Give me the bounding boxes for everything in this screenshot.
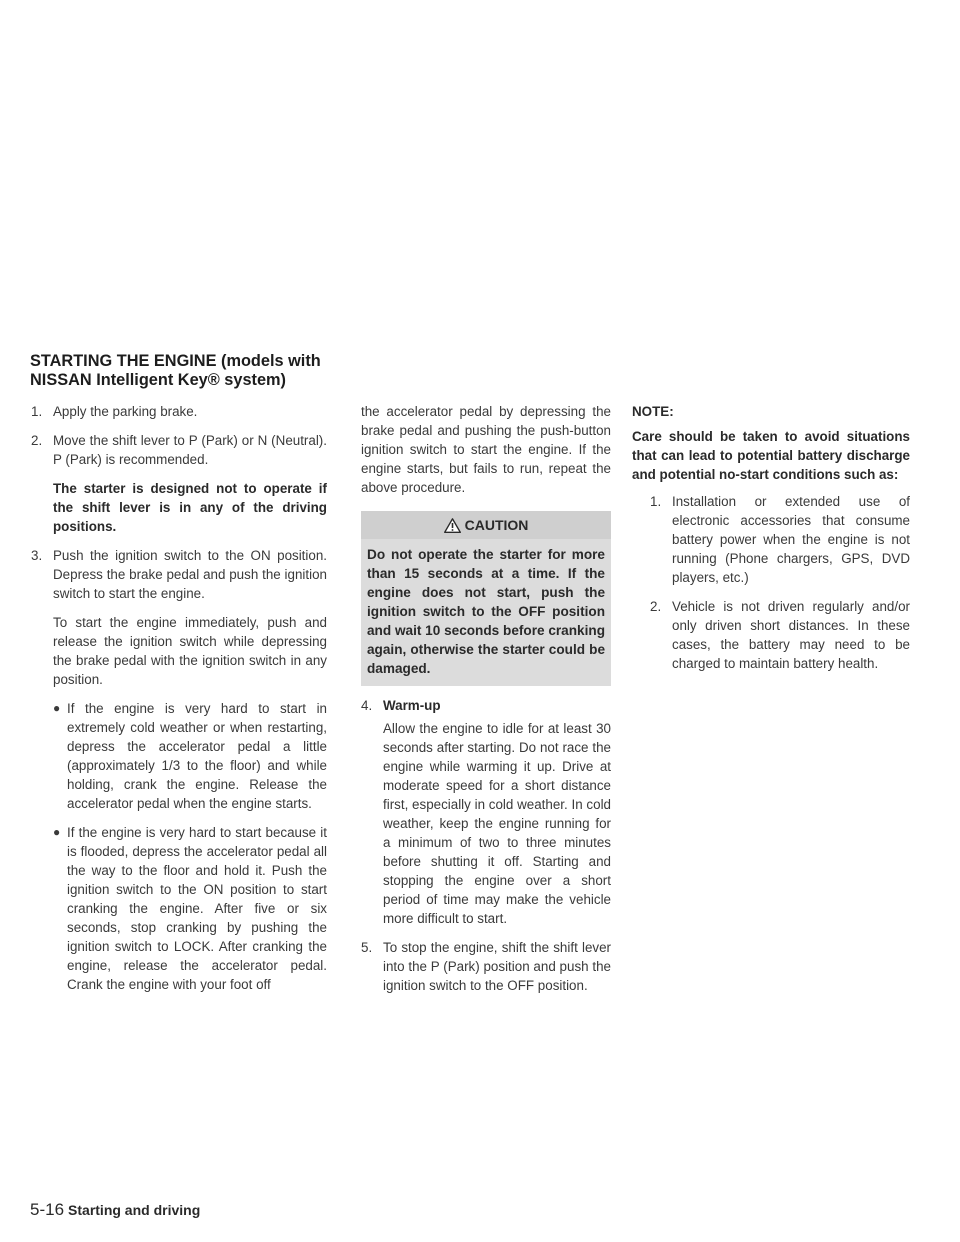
step-number: 2. — [31, 433, 43, 448]
note-text: Vehicle is not driven regularly and/or only driven short distances. In these cases, the battery may need to be charged to maintain battery health. — [672, 599, 910, 671]
continued-text: the accelerator pedal by depressing the brake pedal and pushing the push-button ignition switch to start the engine. If the engine starts, but fails to run, repeat the above procedure. — [361, 404, 611, 495]
step-number: 4. — [361, 698, 373, 713]
page-number: 5-16 — [30, 1200, 65, 1219]
step-number: 3. — [31, 548, 43, 563]
step-text: To stop the engine, shift the shift lever into the P (Park) position and push the ignition switch to the OFF position. — [383, 940, 611, 993]
step-3 — [31, 546, 327, 603]
step-text: Apply the parking brake. — [53, 404, 198, 419]
step-number: 5. — [361, 940, 373, 955]
note-number: 2. — [650, 599, 662, 614]
bullet-text: If the engine is very hard to start because it is flooded, depress the accelerator pedal all the way to the floor and hold it. Push the ignition switch to the ON position to start cranking the engine. After five or six seconds, stop cranking by pushing the ignition switch to LOCK. After cranking the engine, release the accelerator pedal. Crank the engine with your foot off — [67, 825, 327, 992]
bullet-item — [31, 823, 327, 994]
caution-text: Do not operate the starter for more than 15 seconds at a time. If the engine does not start, push the ignition switch to the OFF position and wait 10 seconds before cranking again, otherwise the starter could be damaged. — [367, 547, 605, 676]
step-3-paragraph: To start the engine immediately, push and release the ignition switch while depressing the brake pedal with the ignition switch in any position. — [53, 615, 327, 687]
caution-box — [361, 511, 611, 686]
step-5 — [361, 938, 611, 995]
note-item-2 — [632, 597, 910, 673]
step-text: Push the ignition switch to the ON position. Depress the brake pedal and push the ignition switch to start the engine. — [53, 548, 327, 601]
column-1 — [31, 402, 327, 1004]
note-text: Installation or extended use of electronic accessories that consume battery power when the engine is not running (Phone chargers, GPS, DVD players, etc.) — [672, 494, 910, 585]
note-intro: Care should be taken to avoid situations that can lead to potential battery discharge and potential no-start conditions such as: — [632, 429, 910, 482]
bullet-icon: ● — [53, 825, 61, 839]
page-title: STARTING THE ENGINE (models with NISSAN Intelligent Key® system) — [30, 351, 321, 389]
bullet-icon: ● — [53, 701, 61, 715]
section-name: Starting and driving — [68, 1202, 201, 1218]
note-heading: NOTE: — [632, 404, 674, 419]
column-2 — [361, 402, 611, 1005]
starter-note: The starter is designed not to operate if the shift lever is in any of the driving positions. — [53, 481, 327, 534]
step-4 — [361, 696, 611, 715]
page-footer — [30, 1200, 200, 1220]
step-heading: Warm-up — [383, 698, 441, 713]
caution-header — [361, 511, 611, 539]
step-text: Move the shift lever to P (Park) or N (Neutral). P (Park) is recommended. — [53, 433, 327, 467]
bullet-text: If the engine is very hard to start in extremely cold weather or when restarting, depress the accelerator pedal a little (approximately 1/3 to the floor) and while holding, crank the engine. Release the accelerator pedal when the engine starts. — [67, 701, 327, 811]
note-number: 1. — [650, 494, 662, 509]
note-item-1 — [632, 492, 910, 587]
warning-triangle-icon — [444, 518, 461, 533]
bullet-item — [31, 699, 327, 813]
warm-up-paragraph: Allow the engine to idle for at least 30 seconds after starting. Do not race the engine while warming it up. Drive at moderate speed for a short distance first, especially in cold weather. In cold weather, keep the engine running for a minimum of two to three minutes before shutting it off. Starting and stopping the engine over a short period of time may make the vehicle more difficult to start. — [383, 721, 611, 926]
step-1 — [31, 402, 327, 421]
step-number: 1. — [31, 404, 43, 419]
column-3 — [632, 402, 910, 683]
step-2 — [31, 431, 327, 469]
caution-label: CAUTION — [464, 516, 529, 533]
